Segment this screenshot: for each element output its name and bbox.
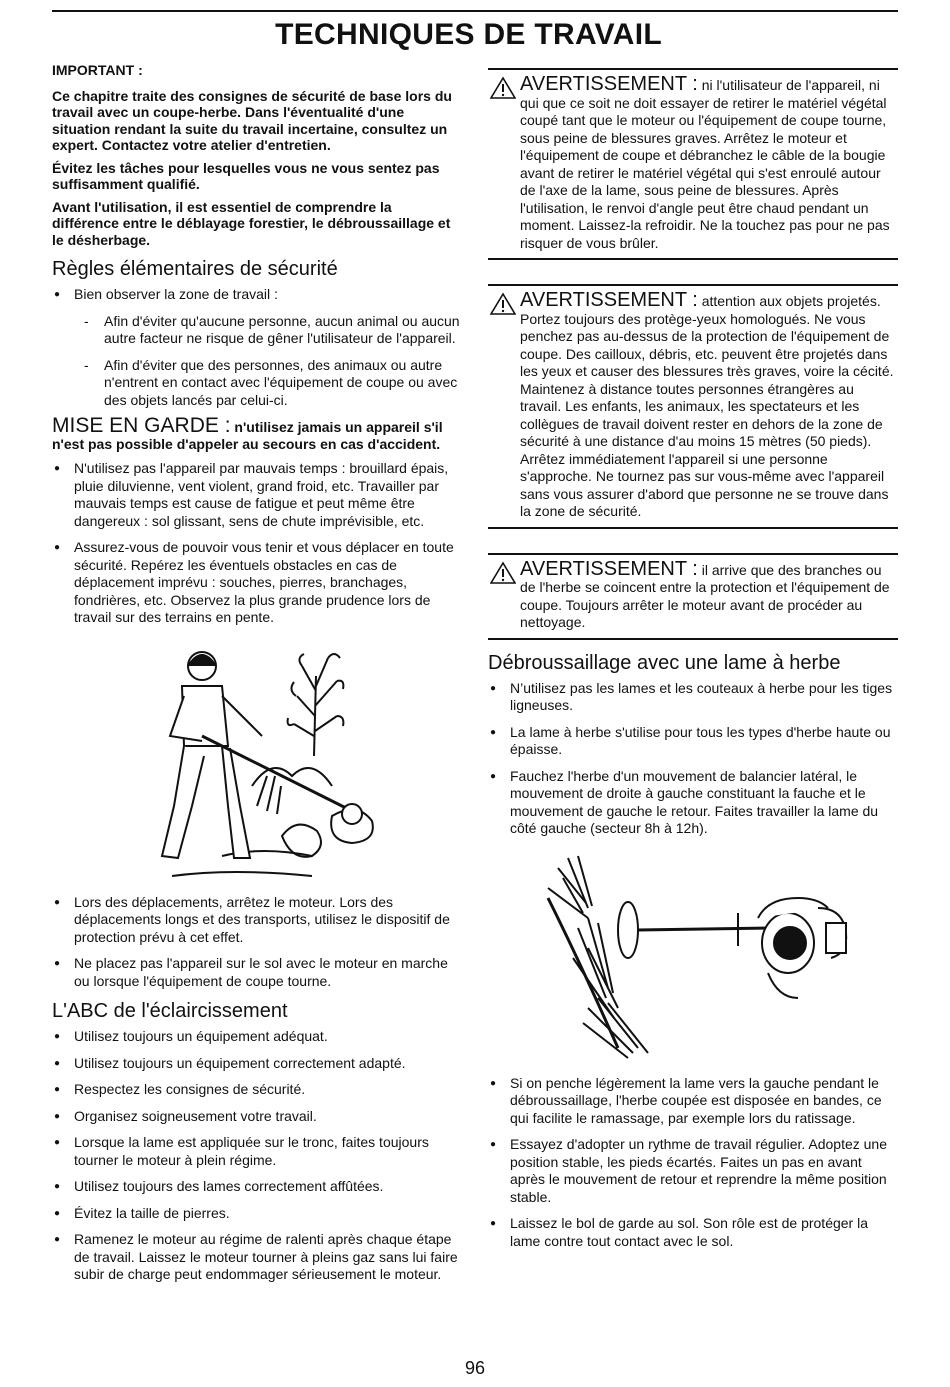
abc-heading: L'ABC de l'éclaircissement: [52, 1000, 288, 1022]
warning-box: [488, 68, 898, 260]
warning-content: [488, 73, 898, 252]
mise-label: MISE EN GARDE :: [52, 414, 231, 437]
weather-list: [52, 460, 460, 627]
move-list: [52, 894, 460, 991]
right-column: [488, 68, 898, 1259]
important-label: IMPORTANT :: [52, 62, 143, 78]
warning-text: attention aux objets projetés. Portez toujours des protège-yeux homologués. Ne vous penchez pas au-dessus de la protection de l'équipement de coupe. Des cailloux, débris, etc. peuvent être projetés dans les yeux et causer des blessures très graves, voire la cécité. Maintenez à distance toutes personnes étrangères au travail. Les enfants, les animaux, les spectateurs et les collègues de travail doivent rester en dehors de la zone de sécurité à une distance d'au moins 15 mètres (50 pieds). Arrêtez immédiatement l'appareil si une personne s'approche. Ne tournez pas sur vous-même avec l'appareil sans vous assurer d'abord que personne ne se trouve dans la zone de sécurité.: [520, 293, 894, 519]
warning-triangle-icon: [490, 292, 516, 316]
rules-list: [52, 286, 460, 304]
operator-illustration: [52, 636, 460, 886]
important-paragraph: Avant l'utilisation, il est essentiel de comprendre la différence entre le déblayage forestier, le débroussaillage et le désherbage.: [52, 198, 451, 248]
list-item: ● Ne placez pas l'appareil sur le sol avec le moteur en marche ou lorsque l'équipement de coupe tourne.: [52, 955, 460, 990]
list-item: - Afin d'éviter qu'aucune personne, aucun animal ou aucun autre facteur ne risque de gêner l'utilisateur de l'appareil.: [52, 313, 460, 348]
list-item: ● Utilisez toujours un équipement adéquat.: [52, 1028, 460, 1046]
list-item: ● Laissez le bol de garde au sol. Son rôle est de protéger la lame contre tout contact avec le sol.: [488, 1215, 898, 1250]
warning-triangle-icon: [490, 76, 516, 100]
left-column: [52, 62, 460, 1293]
warning-box: [488, 284, 898, 529]
rules-heading: Règles élémentaires de sécurité: [52, 258, 338, 280]
list-item: ● N'utilisez pas l'appareil par mauvais temps : brouillard épais, pluie diluvienne, vent violent, grand froid, etc. Travailler par mauvais temps est cause de fatigue et peut même être dangereux : sol glissant, sens de chute imprévisible, etc.: [52, 460, 460, 530]
list-item: ● Organisez soigneusement votre travail.: [52, 1108, 460, 1126]
list-item-text: Bien observer la zone de travail :: [74, 286, 278, 302]
abc-list: [52, 1028, 460, 1284]
list-item: ● Ramenez le moteur au régime de ralenti après chaque étape de travail. Laissez le moteur tourner à pleins gaz sans lui faire subir de charge peut endommager sérieusement le moteur.: [52, 1231, 460, 1284]
rules-sublist: [52, 313, 460, 410]
warning-triangle-icon: [490, 561, 516, 585]
mowing-illustration: [488, 848, 898, 1063]
warning-label: AVERTISSEMENT :: [520, 73, 698, 95]
list-item: ● Utilisez toujours un équipement correctement adapté.: [52, 1055, 460, 1073]
warning-content: [488, 289, 898, 521]
important-paragraph: Ce chapitre traite des consignes de sécurité de base lors du travail avec un coupe-herbe. Dans l'éventualité d'une situation rendant la suite du travail incertaine, consultez un expert. Contactez votre atelier d'entretien.: [52, 87, 452, 153]
header-rule: [52, 10, 898, 12]
list-item: ● Essayez d'adopter un rythme de travail régulier. Adoptez une position stable, les pieds écartés. Faites un pas en avant après le mouvement de retour et reprendre la même position stable.: [488, 1136, 898, 1206]
list-item: ● Respectez les consignes de sécurité.: [52, 1081, 460, 1099]
list-item: ● Évitez la taille de pierres.: [52, 1205, 460, 1223]
list-item: ● Lors des déplacements, arrêtez le moteur. Lors des déplacements longs et des transports, utilisez le dispositif de protection prévu à cet effet.: [52, 894, 460, 947]
mise-en-garde: [52, 414, 460, 452]
warning-text: ni l'utilisateur de l'appareil, ni qui que ce soit ne doit essayer de retirer le matériel végétal coupé tant que le moteur ou l'équipement de coupe tourne, sous peine de blessures graves. Arrêtez le moteur et l'équipement de coupe et débranchez le câble de la bougie avant de retirer le matériel végétal qui s'est enroulé autour de l'axe de la lame, sous peine de blessures. Après l'utilisation, le renvoi d'angle peut être chaud pendant un moment. Laissez-la refroidir. Ne la touchez pas pour ne pas risquer de vous brûler.: [520, 77, 890, 251]
important-paragraph: Évitez les tâches pour lesquelles vous ne vous sentez pas suffisamment qualifié.: [52, 159, 440, 192]
warning-label: AVERTISSEMENT :: [520, 557, 698, 580]
page-title: TECHNIQUES DE TRAVAIL: [275, 18, 662, 51]
list-item: [52, 286, 460, 304]
list-item: ● Assurez-vous de pouvoir vous tenir et vous déplacer en toute sécurité. Repérez les éventuels obstacles en cas de déplacement imprévu : souches, pierres, branchages, fondrières, etc. Observez la plus grande prudence lors de travail sur des terrains en pente.: [52, 539, 460, 627]
deb-list-2: [488, 1075, 898, 1251]
list-item: ● N’utilisez pas les lames et les couteaux à herbe pour les tiges ligneuses.: [488, 680, 898, 715]
list-item: ● Utilisez toujours des lames correctement affûtées.: [52, 1178, 460, 1196]
deb-heading: Débroussaillage avec une lame à herbe: [488, 651, 841, 674]
mise-text: n'utilisez jamais un appareil s'il n'est pas possible d'appeler au secours en cas d'accident.: [52, 419, 443, 452]
list-item: - Afin d'éviter que des personnes, des animaux ou autre n'entrent en contact avec l'équipement de coupe ou avec des objets lancés par celui-ci.: [52, 357, 460, 410]
deb-list: [488, 680, 898, 838]
list-item: ● Si on penche légèrement la lame vers la gauche pendant le débroussaillage, l'herbe coupée est disposée en bandes, ce qui facilite le ramassage, par exemple lors du ratissage.: [488, 1075, 898, 1128]
list-item: ● Lorsque la lame est appliquée sur le tronc, faites toujours tourner le moteur à plein régime.: [52, 1134, 460, 1169]
page-number: 96: [464, 1358, 486, 1378]
list-item: ● Fauchez l'herbe d'un mouvement de balancier latéral, le mouvement de droite à gauche constituant la fauche et le mouvement de gauche le retour. Faites travailler la lame du côté gauche (secteur 8h à 12h).: [488, 768, 898, 838]
warning-box: [488, 553, 898, 640]
warning-text: il arrive que des branches ou de l'herbe se coincent entre la protection et l'équipement de coupe. Toujours arrêter le moteur avant de procéder au nettoyage.: [520, 561, 890, 630]
warning-content: [488, 557, 898, 632]
list-item: ● La lame à herbe s'utilise pour tous les types d'herbe haute ou épaisse.: [488, 724, 898, 759]
warning-label: AVERTISSEMENT :: [520, 289, 698, 311]
